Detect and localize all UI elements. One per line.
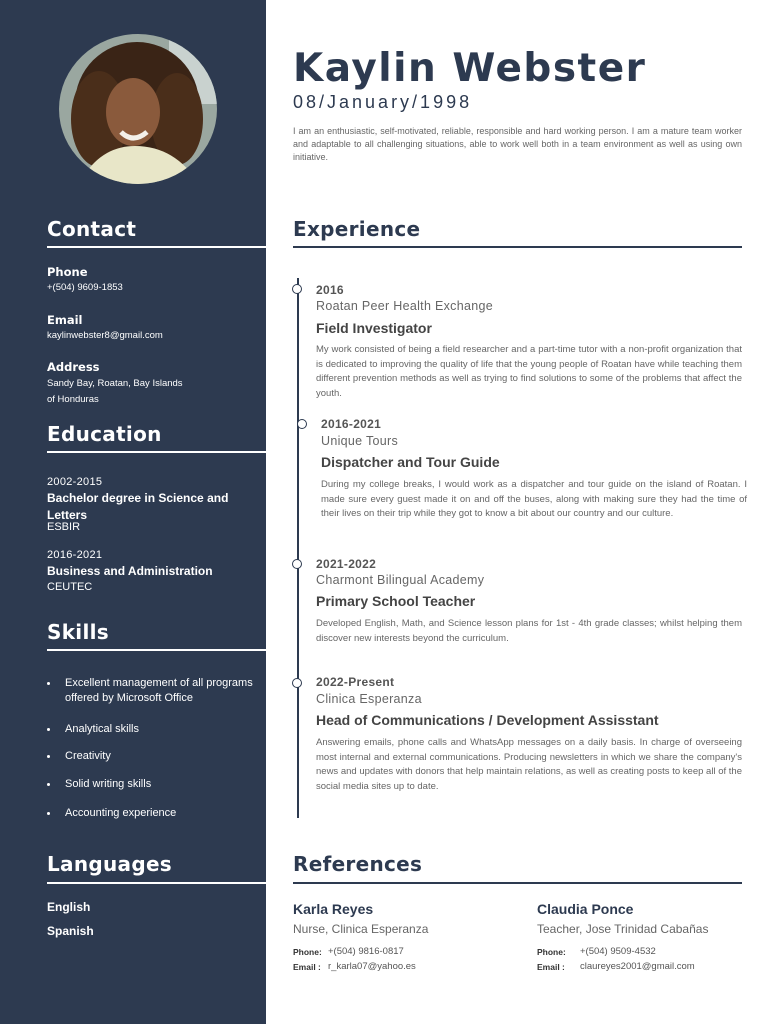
experience-role: Primary School Teacher <box>316 593 476 609</box>
education-heading: Education <box>47 422 162 446</box>
experience-org: Roatan Peer Health Exchange <box>316 299 493 313</box>
references-heading: References <box>293 852 423 876</box>
reference-phone-label: Phone: <box>293 947 322 957</box>
bullet-icon <box>47 783 50 786</box>
references-rule <box>293 882 742 884</box>
skill-item: Excellent management of all programs offered by Microsoft Office <box>47 676 262 706</box>
address-label: Address <box>47 360 100 374</box>
language-item: Spanish <box>47 924 94 938</box>
email-value: kaylinwebster8@gmail.com <box>47 330 163 341</box>
reference-phone: +(504) 9509-4532 <box>580 946 656 957</box>
education-years: 2016-2021 <box>47 549 103 561</box>
candidate-name: Kaylin Webster <box>293 46 647 91</box>
circle-node-icon <box>297 419 307 429</box>
reference-phone-label: Phone: <box>537 947 566 957</box>
reference-name: Claudia Ponce <box>537 901 634 917</box>
bullet-icon <box>47 682 50 685</box>
experience-year: 2021-2022 <box>316 557 377 571</box>
experience-role: Field Investigator <box>316 320 432 336</box>
reference-email-label: Email : <box>293 962 321 972</box>
education-school: CEUTEC <box>47 581 93 593</box>
experience-description: Developed English, Math, and Science lesson plans for 1st - 4th grade classes; whilst helping them discover new interests beyond the curriculum. <box>316 618 742 644</box>
experience-year: 2022-Present <box>316 675 395 689</box>
education-degree: Bachelor degree in Science and Letters <box>47 491 229 522</box>
experience-heading: Experience <box>293 217 421 241</box>
phone-value: +(504) 9609-1853 <box>47 282 123 293</box>
experience-description: My work consisted of being a field researcher and a part-time tutor with a non-profit organization that is dedicated to improving the quality of life that the young people of Roatan have while teaching them different prevention methods as well as trying to find solutions to some of the problems that affect the youth. <box>316 344 742 399</box>
reference-email: r_karla07@yahoo.es <box>328 961 416 972</box>
reference-email-label: Email : <box>537 962 565 972</box>
reference-phone: +(504) 9816-0817 <box>328 946 404 957</box>
bullet-icon <box>47 728 50 731</box>
bullet-icon <box>47 755 50 758</box>
experience-year: 2016 <box>316 283 344 297</box>
skill-item: Analytical skills <box>47 722 262 737</box>
email-label: Email <box>47 313 83 327</box>
skill-item: Accounting experience <box>47 806 262 821</box>
phone-label: Phone <box>47 265 88 279</box>
address-line-1: Sandy Bay, Roatan, Bay Islands <box>47 378 183 389</box>
skills-heading: Skills <box>47 620 109 644</box>
experience-description: Answering emails, phone calls and WhatsApp messages on a daily basis. In charge of overseeing most internal and external communications. Producing newsletters in which we share the company's news and updates with donors that help maintain relations, as well as creating posts to keep all of the social media sites up to date. <box>316 737 742 792</box>
experience-role: Dispatcher and Tour Guide <box>321 454 500 470</box>
education-degree: Business and Administration <box>47 564 213 578</box>
experience-description: During my college breaks, I would work as a dispatcher and tour guide on the island of Roatan. I made sure every guest made it on and off the buses, along with making sure they had the time of their lives on their trip while they got to know a bit about our country and our culture. <box>321 479 747 519</box>
skill-item: Solid writing skills <box>47 777 262 792</box>
sidebar <box>0 0 266 1024</box>
circle-node-icon <box>292 678 302 688</box>
reference-email: claureyes2001@gmail.com <box>580 961 695 972</box>
bullet-icon <box>47 812 50 815</box>
profile-photo <box>59 34 217 184</box>
skill-item: Creativity <box>47 749 262 764</box>
education-rule <box>47 451 266 453</box>
profile-summary: I am an enthusiastic, self-motivated, reliable, responsible and hard working person. I am a mature team worker and adaptable to all challenging situations, able to work well both in a team environment as well as using own initiative. <box>293 126 742 162</box>
languages-heading: Languages <box>47 852 173 876</box>
contact-heading: Contact <box>47 217 137 241</box>
experience-org: Charmont Bilingual Academy <box>316 573 485 587</box>
experience-org: Unique Tours <box>321 434 399 448</box>
circle-node-icon <box>292 284 302 294</box>
skills-rule <box>47 649 266 651</box>
experience-role: Head of Communications / Development Assisstant <box>316 712 659 728</box>
education-years: 2002-2015 <box>47 476 103 488</box>
address-line-2: of Honduras <box>47 394 99 405</box>
experience-rule <box>293 246 742 248</box>
reference-position: Nurse, Clinica Esperanza <box>293 922 429 936</box>
circle-node-icon <box>292 559 302 569</box>
contact-rule <box>47 246 266 248</box>
language-item: English <box>47 900 91 914</box>
reference-name: Karla Reyes <box>293 901 374 917</box>
experience-timeline <box>297 278 299 818</box>
languages-rule <box>47 882 266 884</box>
reference-position: Teacher, Jose Trinidad Cabañas <box>537 922 709 936</box>
date-of-birth: 08/January/1998 <box>293 92 473 112</box>
experience-year: 2016-2021 <box>321 417 382 431</box>
experience-org: Clinica Esperanza <box>316 692 422 706</box>
education-school: ESBIR <box>47 521 81 533</box>
